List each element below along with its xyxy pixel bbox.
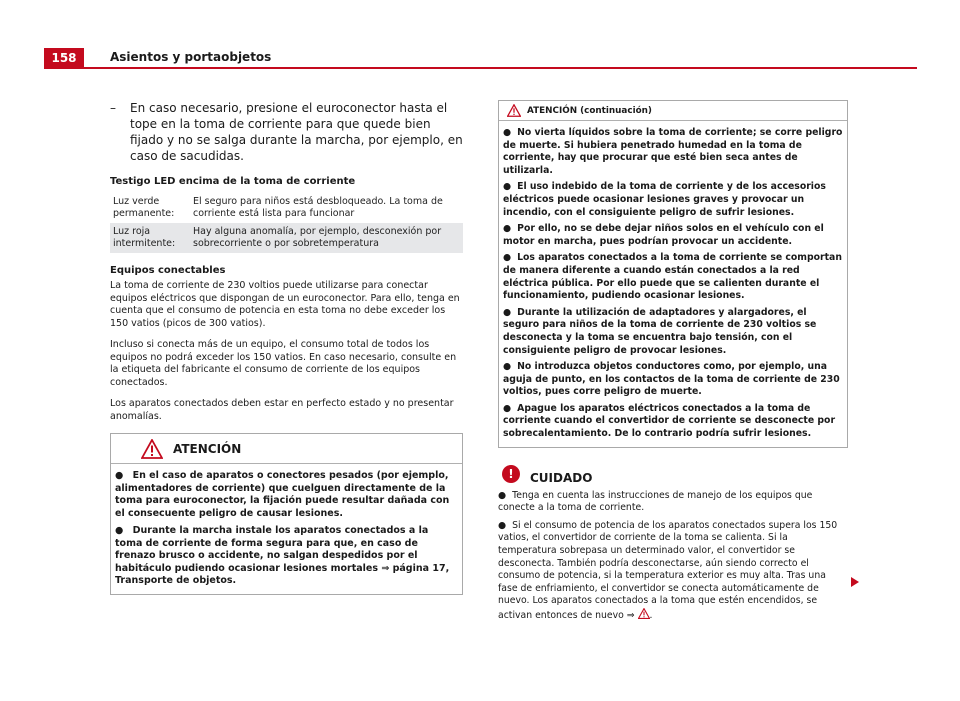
bullet-dot: ● [503,252,512,264]
warning-triangle-icon [507,104,521,117]
warning-box [110,433,463,595]
warning-item-text: Por ello, no se debe dejar niños solos en el vehículo con el motor en marcha, pues podrían provocar un accidente. [503,223,824,247]
warning-title: ATENCIÓN [173,441,242,456]
care-item-tail: . [649,610,653,621]
warning-triangle-icon [141,439,163,459]
warning-item [503,307,843,357]
instruction-step [110,100,463,164]
care-item [498,520,848,623]
warning-continued-box [498,100,848,448]
step-dash: – [110,101,116,115]
led-table [110,193,463,253]
next-page-arrow-icon [851,577,859,587]
care-item-text: Si el consumo de potencia de los aparatos conectados supera los 150 vatios, el convertidor de corriente de la toma se calienta. Si la temperatura sobrepasa un determinado valor, el convertidor se desconecta. También podría desconectarse, aún siendo correcto el consumo de potencia, si la temperatura exterior es muy alta. Tras una fase de enfriamiento, el convertidor se conecta automáticamente de nuevo. Los aparatos conectados a la toma que estén encendidos, se activan entonces de nuevo ⇒ [498,519,838,621]
warning-item [503,361,843,399]
care-title: CUIDADO [530,470,593,485]
bullet-dot: ● [498,519,507,531]
led-state: Luz roja intermitente: [110,223,190,253]
led-meaning: El seguro para niños está desbloqueado. La toma de corriente está lista para funcionar [193,196,443,219]
warning-item-text: Apague los aparatos eléctricos conectados a la toma de corriente cuando el convertidor de corriente se desconecte por sobrecalentamiento. De lo contrario podría sufrir lesiones. [503,402,836,440]
bullet-dot: ● [498,489,507,501]
care-header [498,462,848,486]
warning-item [115,525,458,588]
header-rule [44,67,917,69]
care-item-text: Tenga en cuenta las instrucciones de manejo de los equipos que conecte a la toma de corriente. [498,489,813,514]
warning-item-text: Durante la marcha instale los aparatos conectados a la toma de corriente de forma segura para que, en caso de frenazo brusco o accidente, no salgan despedidos por el habitáculo pudiendo ocasionar lesiones mortales ⇒ página 17, Transporte de objetos. [115,525,450,586]
warning-body [111,464,462,594]
warning-header [111,434,462,464]
care-item [498,490,848,515]
warning-continued-title: ATENCIÓN (continuación) [527,105,652,116]
led-row [110,193,463,223]
info-circle-icon: ! [502,465,520,483]
led-state: Luz verde permanente: [113,196,175,219]
care-body [498,490,848,623]
warning-continued-header [499,101,847,121]
bullet-dot: ● [503,127,512,138]
warning-triangle-icon [638,608,650,619]
step-text: En caso necesario, presione el euroconector hasta el tope en la toma de corriente para que quede bien fijado y no se salga durante la marcha, por ejemplo, en caso de sacudidas. [130,101,463,163]
warning-item [115,470,458,520]
led-row [110,223,463,253]
paragraph: Incluso si conecta más de un equipo, el consumo total de todos los equipos no podrá exceder los 150 vatios. En caso necesario, consulte en la etiqueta del fabricante el consumo de corriente de los equipos conectados. [110,339,457,388]
warning-item-text: Durante la utilización de adaptadores y alargadores, el seguro para niños de la toma de corriente de 230 voltios se desconecta y la toma se encuentra bajo tensión, con el consiguiente peligro de provocar lesiones. [503,306,817,356]
warning-item [503,223,843,248]
bullet-dot: ● [503,181,512,193]
bullet-dot: ● [115,470,124,481]
warning-item [503,252,843,302]
bullet-dot: ● [503,402,512,414]
right-column [498,100,848,628]
bullet-dot: ● [503,223,512,235]
warning-item [503,403,843,441]
left-column [110,100,463,595]
section-title: Asientos y portaobjetos [110,50,272,64]
warning-item-text: Los aparatos conectados a la toma de corriente se comportan de manera diferente a cuando están conectados a la red eléctrica pública. Por ello puede que se calienten durante el funcionamiento, pudiendo ocasionar lesiones. [503,252,842,302]
warning-item-text: No vierta líquidos sobre la toma de corriente; se corre peligro de muerte. Si hubiera penetrado humedad en la toma de corriente, hay que procurar que esté bien seca antes de utilizarla. [503,127,843,176]
led-meaning: Hay alguna anomalía, por ejemplo, desconexión por sobrecorriente o por sobretemperatura [190,223,463,253]
paragraph: La toma de corriente de 230 voltios puede utilizarse para conectar equipos eléctricos que dispongan de un euroconector. Para ello, tenga en cuenta que el consumo de potencia en esta toma no debe exceder los 150 vatios (picos de 300 vatios). [110,280,460,329]
page-header [0,0,960,70]
warning-item-text: En el caso de aparatos o conectores pesados (por ejemplo, alimentadores de corriente) que cuelguen directamente de la toma para euroconector, la fijación puede resultar dañada con el consecuente peligro de causar lesiones. [115,470,450,519]
warning-item-text: No introduzca objetos conductores como, por ejemplo, una aguja de punto, en los contactos de la toma de corriente de 230 voltios, pues corre peligro de muerte. [503,361,840,398]
led-heading: Testigo LED encima de la toma de corriente [110,176,356,187]
devices-heading: Equipos conectables [110,265,226,276]
bullet-dot: ● [503,361,512,373]
warning-item [503,181,843,219]
bullet-dot: ● [115,525,124,536]
bullet-dot: ● [503,306,512,318]
warning-item-text: El uso indebido de la toma de corriente y de los accesorios eléctricos puede ocasionar lesiones graves y provocar un incendio, con el consiguiente peligro de sufrir lesiones. [503,181,826,218]
warning-item [503,127,843,177]
page-number: 158 [44,48,84,68]
paragraph: Los aparatos conectados deben estar en perfecto estado y no presentar anomalías. [110,398,454,422]
warning-continued-body [499,121,847,447]
